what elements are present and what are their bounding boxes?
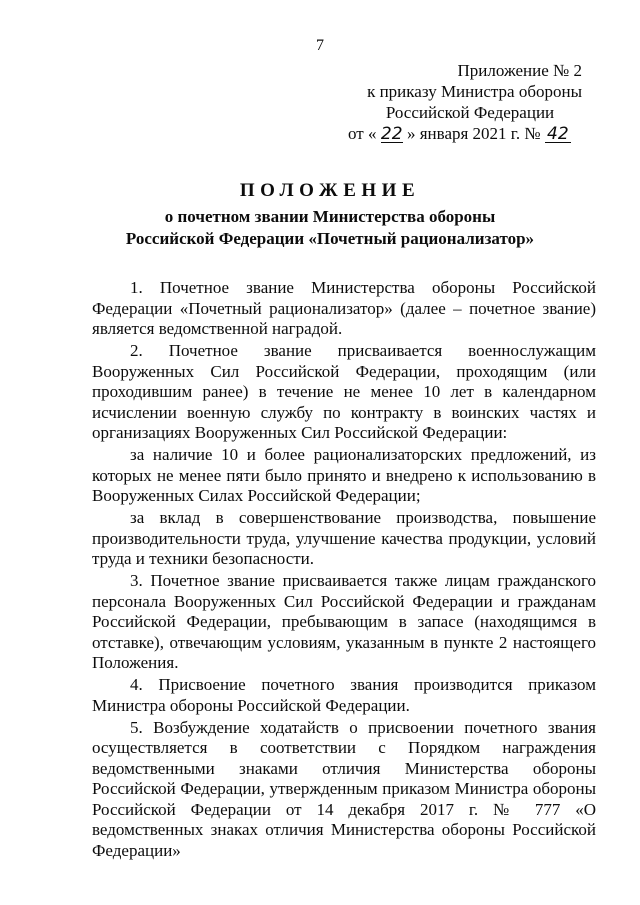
paragraph-4: 4. Присвоение почетного звания производится приказом Министра обороны Российской Федерации. [92, 675, 596, 715]
handwritten-order-number: 42 [545, 126, 571, 143]
handwritten-day: 22 [380, 124, 403, 144]
paragraph-2-item-1: за наличие 10 и более рационализаторских предложений, из которых не менее пяти было принято и внедрено к использованию в Вооруженных Силах Российской Федерации; [92, 445, 596, 505]
document-subtitle-line1: о почетном звании Министерства обороны [164, 207, 496, 226]
paragraph-5: 5. Возбуждение ходатайств о присвоении почетного звания осуществляется в соответствии с Порядком награждения ведомственными знаками отличия Министерства обороны Российской Федерации, утвержденным приказом Министра обороны Российской Федерации от 14 декабря 2017 г. № 777 «О ведомственных знаках отличия Министерства обороны Российской Федерации» [92, 717, 596, 860]
appendix-block [340, 60, 600, 144]
paragraph-2-item-2: за вклад в совершенствование производства, повышение производительности труда, улучшение качества продукции, условий труда и техники безопасности. [92, 508, 596, 568]
paragraph-2: 2. Почетное звание присваивается военнослужащим Вооруженных Сил Российской Федерации, проходящим (или проходившим ранее) в течение не менее 10 лет в календарном исчислении военную службу по контракту в воинских частях и организациях Вооруженных Сил Российской Федерации: [92, 341, 596, 442]
appendix-title: Приложение № 2 [457, 61, 582, 80]
title-block [60, 180, 600, 250]
appendix-order-ref: к приказу Министра обороны [367, 82, 582, 101]
document-title: ПОЛОЖЕНИЕ [239, 180, 421, 201]
paragraph-3: 3. Почетное звание присваивается также лицам гражданского персонала Вооруженных Сил Российской Федерации и гражданам Российской Федерации, пребывающим в запасе (находящимся в отставке), отвечающим условиям, указанным в пункте 2 настоящего Положения. [92, 571, 596, 672]
date-middle: » января 2021 г. № [406, 124, 541, 143]
appendix-federation: Российской Федерации [385, 103, 555, 122]
appendix-date-line [340, 123, 600, 144]
document-subtitle-line2: Российской Федерации «Почетный рационализатор» [125, 229, 535, 248]
paragraph-1: 1. Почетное звание Министерства обороны Российской Федерации «Почетный рационализатор» (далее – почетное звание) является ведомственной наградой. [92, 278, 596, 338]
page-number: 7 [316, 37, 324, 54]
document-body [92, 278, 596, 863]
date-prefix: от « [348, 124, 377, 143]
